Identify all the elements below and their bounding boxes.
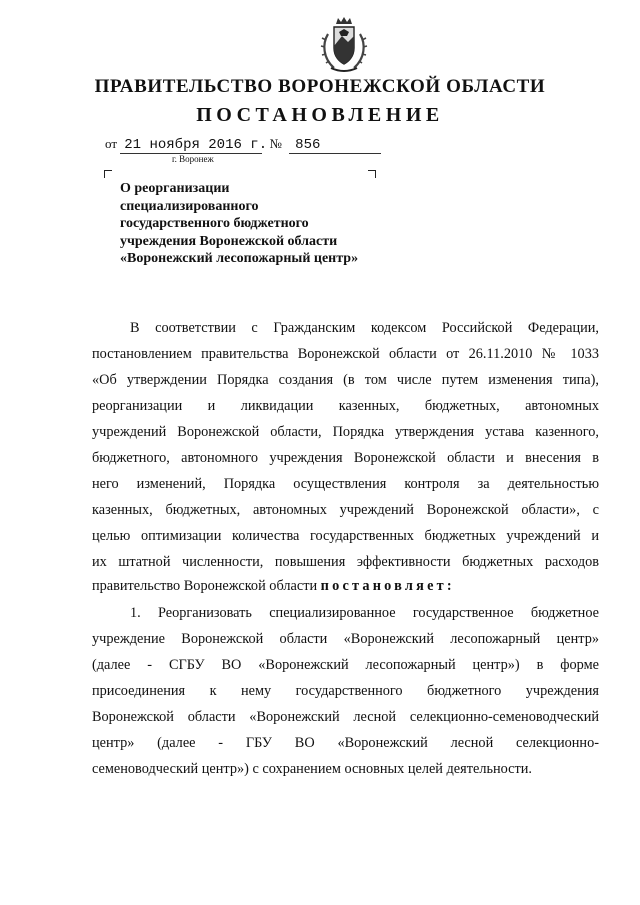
- date-prefix: от: [105, 136, 118, 151]
- document-number: 856: [289, 137, 381, 154]
- subject-line: государственного бюджетного: [120, 216, 309, 231]
- item-line: 1. Реорганизовать специализированное государственное бюджетное: [130, 605, 599, 621]
- body-line: учреждений Воронежской области, Порядка утверждения устава казенного,: [92, 424, 599, 440]
- number-prefix: №: [269, 136, 282, 151]
- subject-bracket-right: [368, 170, 376, 178]
- document-type: ПОСТАНОВЛЕНИЕ: [196, 104, 444, 126]
- body-line: В соответствии с Гражданским кодексом Российской Федерации,: [130, 320, 599, 336]
- item-line: Воронежской области «Воронежский лесной селекционно-семеноводческий: [92, 709, 599, 725]
- body-line: реорганизации и ликвидации казенных, бюджетных, автономных: [92, 398, 599, 414]
- subject-line: учреждения Воронежской области: [120, 233, 338, 249]
- government-name: ПРАВИТЕЛЬСТВО ВОРОНЕЖСКОЙ ОБЛАСТИ: [94, 76, 546, 97]
- item-line: учреждение Воронежской области «Воронежский лесопожарный центр»: [92, 631, 599, 647]
- body-line: целью оптимизации количества государственных бюджетных учреждений и: [92, 528, 599, 544]
- date-number-row: [105, 136, 381, 154]
- body-closing-line: [92, 578, 599, 595]
- document-subject: [120, 180, 440, 268]
- item-line: (далее - СГБУ ВО «Воронежский лесопожарный центр») в форме: [92, 657, 599, 673]
- item-line: центр» (далее - ГБУ ВО «Воронежский лесной селекционно-: [92, 735, 599, 751]
- closing-prefix: правительство Воронежской области: [92, 578, 318, 594]
- item-line: семеноводческий центр») с сохранением основных целей деятельности.: [92, 761, 532, 777]
- subject-line: специализированного: [120, 198, 259, 214]
- city: г. Воронеж: [172, 154, 214, 164]
- body-line: него изменений, Порядка осуществления контроля за деятельностью: [92, 476, 599, 492]
- body-line: их штатной численности, повышения эффективности бюджетных расходов: [92, 554, 599, 570]
- item-line: присоединения к нему государственного бюджетного учреждения: [92, 683, 599, 699]
- body-line: «Об утверждении Порядка создания (в том числе путем изменения типа),: [92, 372, 599, 388]
- body-line: казенных, бюджетных, автономных учреждений Воронежской области», с: [92, 502, 599, 518]
- body-line: бюджетного, автономного учреждения Воронежской области и внесения в: [92, 450, 599, 466]
- document-date: 21 ноября 2016 г.: [120, 137, 262, 154]
- subject-line: О реорганизации: [120, 181, 230, 196]
- subject-line: «Воронежский лесопожарный центр»: [120, 251, 359, 266]
- subject-bracket-left: [104, 170, 112, 178]
- closing-keyword: постановляет:: [320, 578, 455, 594]
- body-line: постановлением правительства Воронежской области от 26.11.2010 № 1033: [92, 346, 599, 362]
- coat-of-arms-icon: [318, 16, 370, 74]
